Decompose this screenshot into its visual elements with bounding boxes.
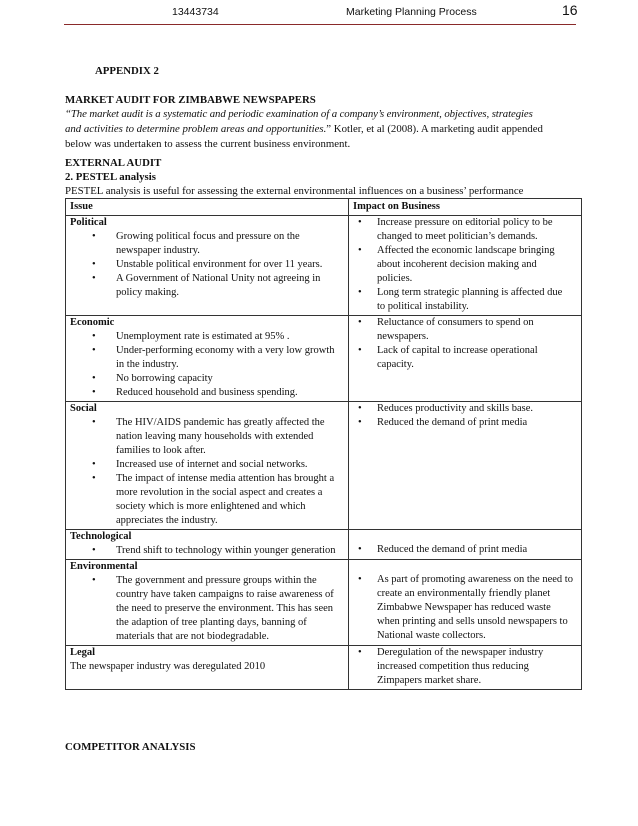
issue-cell	[66, 216, 349, 316]
list-item: • Reduced the demand of print media	[353, 543, 577, 557]
list-item: • The impact of intense media attention has brought a more revolution in the social aspect and creates a society which is more enlightened and which appreciates the industry.	[70, 472, 344, 528]
list-item: • Reduced household and business spending.	[70, 386, 344, 400]
table-row-social	[66, 402, 582, 530]
table-header-row	[66, 199, 582, 216]
external-audit-heading: EXTERNAL AUDIT	[65, 157, 162, 169]
page-number: 16	[562, 2, 578, 18]
appendix-title: APPENDIX 2	[95, 65, 159, 77]
issue-cell	[66, 530, 349, 560]
intro-line-3: below was undertaken to assess the current business environment.	[65, 138, 351, 150]
running-title: Marketing Planning Process	[346, 6, 477, 18]
table-row-legal	[66, 646, 582, 690]
intro-line-2-rest: ” Kotler, et al (2008). A marketing audit appended	[326, 123, 543, 135]
list-item: • Unemployment rate is estimated at 95% .	[70, 330, 344, 344]
legal-text: The newspaper industry was deregulated 2010	[70, 661, 266, 672]
row-title: Technological	[70, 531, 132, 542]
table-row-environmental	[66, 560, 582, 646]
table-row-political	[66, 216, 582, 316]
list-item: • Affected the economic landscape bringing about incoherent decision making and policies.	[353, 244, 577, 286]
row-title: Legal	[70, 647, 96, 658]
list-item: • Deregulation of the newspaper industry increased competition thus reducing Zimpapers market share.	[353, 646, 577, 688]
document-id: 13443734	[172, 6, 219, 18]
impact-cell	[349, 402, 582, 530]
intro-line-2-italic: and activities to determine problem areas and opportunities.	[65, 123, 327, 135]
pestel-table	[65, 198, 582, 690]
list-item: • Reduces productivity and skills base.	[353, 402, 577, 416]
list-item: • A Government of National Unity not agreeing in policy making.	[70, 272, 344, 300]
competitor-analysis-heading: COMPETITOR ANALYSIS	[65, 741, 196, 753]
impact-cell	[349, 560, 582, 646]
list-item: • Long term strategic planning is affected due to political instability.	[353, 286, 577, 314]
issue-column-header: Issue	[66, 199, 349, 216]
pestel-intro: PESTEL analysis is useful for assessing the external environmental influences on a business’ performance	[65, 185, 524, 197]
list-item: • Increased use of internet and social networks.	[70, 458, 344, 472]
intro-line-1: “The market audit is a systematic and periodic examination of a company’s environment, objectives, strategies	[65, 108, 533, 120]
impact-cell	[349, 316, 582, 402]
list-item: • Trend shift to technology within younger generation	[70, 544, 344, 558]
table-row-technological	[66, 530, 582, 560]
audit-heading: MARKET AUDIT FOR ZIMBABWE NEWSPAPERS	[65, 94, 316, 106]
row-title: Political	[70, 217, 107, 228]
list-item: • The HIV/AIDS pandemic has greatly affected the nation leaving many households with extended families to look after.	[70, 416, 344, 458]
list-item: • Growing political focus and pressure on the newspaper industry.	[70, 230, 344, 258]
list-item: • Under-performing economy with a very low growth in the industry.	[70, 344, 344, 372]
list-item: • Increase pressure on editorial policy to be changed to meet politician’s demands.	[353, 216, 577, 244]
table-row-economic	[66, 316, 582, 402]
issue-cell	[66, 402, 349, 530]
list-item: • Unstable political environment for over 11 years.	[70, 258, 344, 272]
impact-cell	[349, 646, 582, 690]
list-item: • The government and pressure groups within the country have taken campaigns to raise awareness of the need to preserve the environment. This has seen the adaption of tree planting days, banning of materials that are not biodegradable.	[70, 574, 344, 644]
list-item: • As part of promoting awareness on the need to create an environmentally friendly planet Zimbabwe Newspaper has reduced waste when printing and sells unsold newspapers to National waste collectors.	[353, 573, 577, 643]
pestel-heading: 2. PESTEL analysis	[65, 171, 156, 183]
issue-cell	[66, 646, 349, 690]
page-header	[64, 0, 576, 25]
list-item: • Lack of capital to increase operational capacity.	[353, 344, 577, 372]
intro-paragraph	[65, 107, 585, 152]
row-title: Social	[70, 403, 97, 414]
issue-cell	[66, 560, 349, 646]
row-title: Environmental	[70, 561, 138, 572]
impact-cell	[349, 216, 582, 316]
impact-column-header: Impact on Business	[349, 199, 582, 216]
list-item: • Reduced the demand of print media	[353, 416, 577, 430]
list-item: • No borrowing capacity	[70, 372, 344, 386]
impact-cell	[349, 530, 582, 560]
issue-cell	[66, 316, 349, 402]
list-item: • Reluctance of consumers to spend on newspapers.	[353, 316, 577, 344]
row-title: Economic	[70, 317, 115, 328]
